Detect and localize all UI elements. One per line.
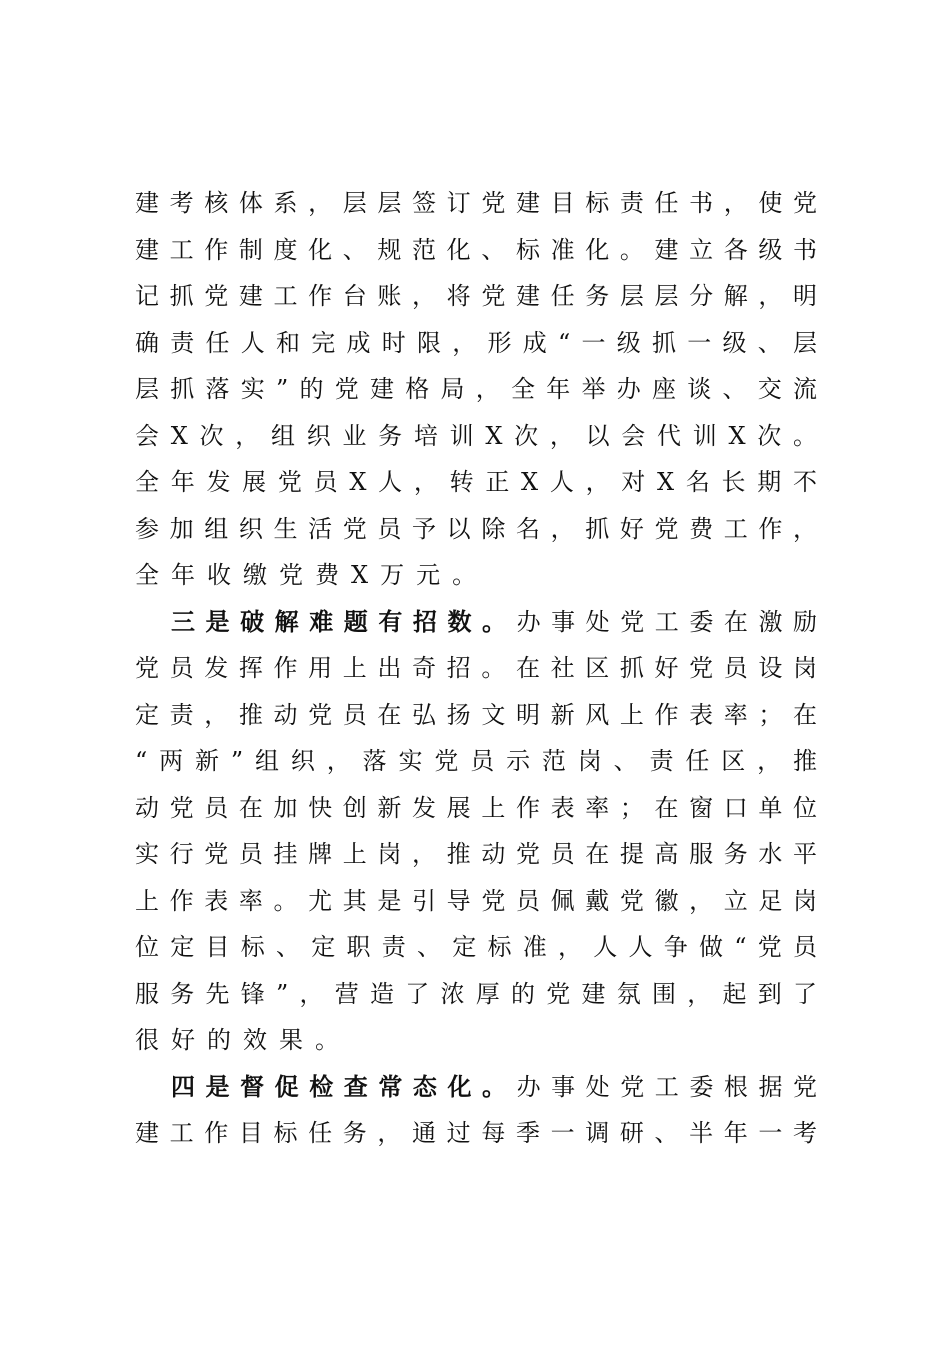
paragraph-2-first-line [135,599,817,646]
paragraph-1-line-5: 层抓落实”的党建格局，全年举办座谈、交流 [135,375,817,403]
paragraph-1-line-1: 建考核体系，层层签订党建目标责任书，使党 [135,189,817,217]
paragraph-2-first-line-rest: 办事处党工委在激励 [516,607,817,636]
paragraph-3-first-line [135,1064,817,1111]
paragraph-1-line-9: 全年收缴党费X万元。 [135,561,489,589]
paragraph-1-line-7: 全年发展党员X人，转正X人，对X名长期不 [135,468,817,496]
paragraph-3-first-line-rest: 办事处党工委根据党 [516,1072,817,1101]
paragraph-2-line-9: 服务先锋”，营造了浓厚的党建氛围，起到了 [135,979,817,1008]
paragraph-1-line-3: 记抓党建工作台账，将党建任务层层分解，明 [135,282,817,310]
paragraph-2-line-3: 定责，推动党员在弘扬文明新风上作表率；在 [135,700,817,729]
document-body [135,180,817,1157]
paragraph-2-line-2: 党员发挥作用上出奇招。在社区抓好党员设岗 [135,654,817,682]
paragraph-1-line-8: 参加组织生活党员予以除名，抓好党费工作， [135,514,817,543]
paragraph-2-line-10: 很好的效果。 [135,1026,351,1054]
paragraph-3-line-2: 建工作目标任务，通过每季一调研、半年一考 [135,1119,817,1147]
paragraph-2-line-5: 动党员在加快创新发展上作表率；在窗口单位 [135,793,817,822]
paragraph-2-line-7: 上作表率。尤其是引导党员佩戴党徽，立足岗 [135,886,817,915]
paragraph-3-lead-heading: 四是督促检查常态化。 [171,1071,517,1101]
paragraph-1-line-2: 建工作制度化、规范化、标准化。建立各级书 [135,235,817,264]
paragraph-2-line-8: 位定目标、定职责、定标准，人人争做“党员 [135,933,817,961]
paragraph-2-line-6: 实行党员挂牌上岗，推动党员在提高服务水平 [135,840,817,868]
paragraph-1-line-6: 会X次，组织业务培训X次，以会代训X次。 [135,421,817,450]
paragraph-2-lead-heading: 三是破解难题有招数。 [171,606,517,636]
paragraph-2-line-4: “两新”组织，落实党员示范岗、责任区，推 [135,747,817,775]
paragraph-1-line-4: 确责任人和完成时限，形成“一级抓一级、层 [135,328,817,357]
